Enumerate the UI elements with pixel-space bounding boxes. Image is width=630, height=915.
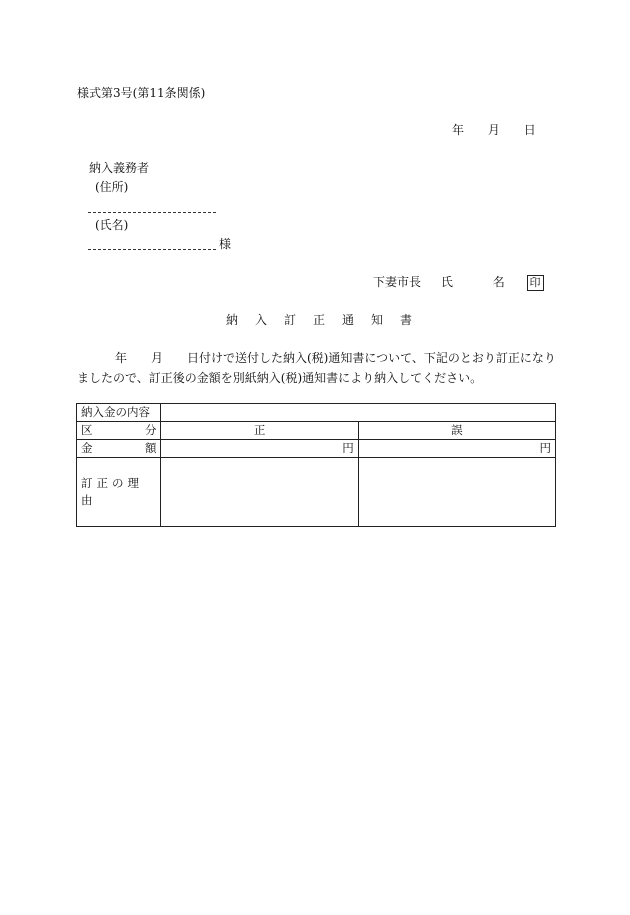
category-label bbox=[77, 422, 161, 440]
table-row-content bbox=[77, 404, 556, 422]
seal-mark: 印 bbox=[527, 275, 544, 291]
content-cell bbox=[161, 404, 556, 422]
date-year: 年 bbox=[452, 123, 465, 137]
body-text: 年 月 日付けで送付した納入(税)通知書について、下記のとおり訂正になりましたので、訂正後の金額を別紙納入(税)通知書により納入してください。 bbox=[77, 351, 556, 385]
amount-correct: 円 bbox=[161, 440, 358, 458]
name-label: (氏名) bbox=[95, 218, 129, 232]
payer-label: 納入義務者 bbox=[89, 161, 150, 175]
address-label: (住所) bbox=[95, 180, 129, 194]
category-label-char1: 区 bbox=[81, 423, 93, 437]
table-row-category bbox=[77, 422, 556, 440]
column-wrong: 誤 bbox=[358, 422, 555, 440]
amount-label-char1: 金 bbox=[81, 441, 93, 455]
amount-label bbox=[77, 440, 161, 458]
table-row-reason bbox=[77, 458, 556, 527]
form-number: 様式第3号(第11条関係) bbox=[77, 86, 206, 100]
address-line bbox=[88, 204, 216, 213]
reason-wrong bbox=[358, 458, 555, 527]
issuer-mei: 名 bbox=[492, 275, 505, 289]
name-line bbox=[88, 241, 216, 250]
date-month: 月 bbox=[487, 123, 500, 137]
content-label: 納入金の内容 bbox=[77, 404, 161, 422]
reason-label: 訂正の理由 bbox=[77, 458, 161, 527]
date-line bbox=[452, 121, 556, 138]
amount-label-char2: 額 bbox=[144, 441, 157, 455]
issuer-title: 下妻市長 bbox=[373, 275, 422, 289]
issuer-shi: 氏 bbox=[440, 275, 453, 289]
notice-table bbox=[76, 403, 556, 527]
issuer bbox=[373, 273, 544, 291]
table-row-amount bbox=[77, 440, 556, 458]
reason-correct bbox=[161, 458, 358, 527]
column-correct: 正 bbox=[161, 422, 358, 440]
date-day: 日 bbox=[523, 123, 536, 137]
amount-wrong: 円 bbox=[358, 440, 555, 458]
honorific: 様 bbox=[219, 237, 232, 251]
category-label-char2: 分 bbox=[144, 423, 157, 437]
document-title: 納入訂正通知書 bbox=[226, 313, 430, 327]
